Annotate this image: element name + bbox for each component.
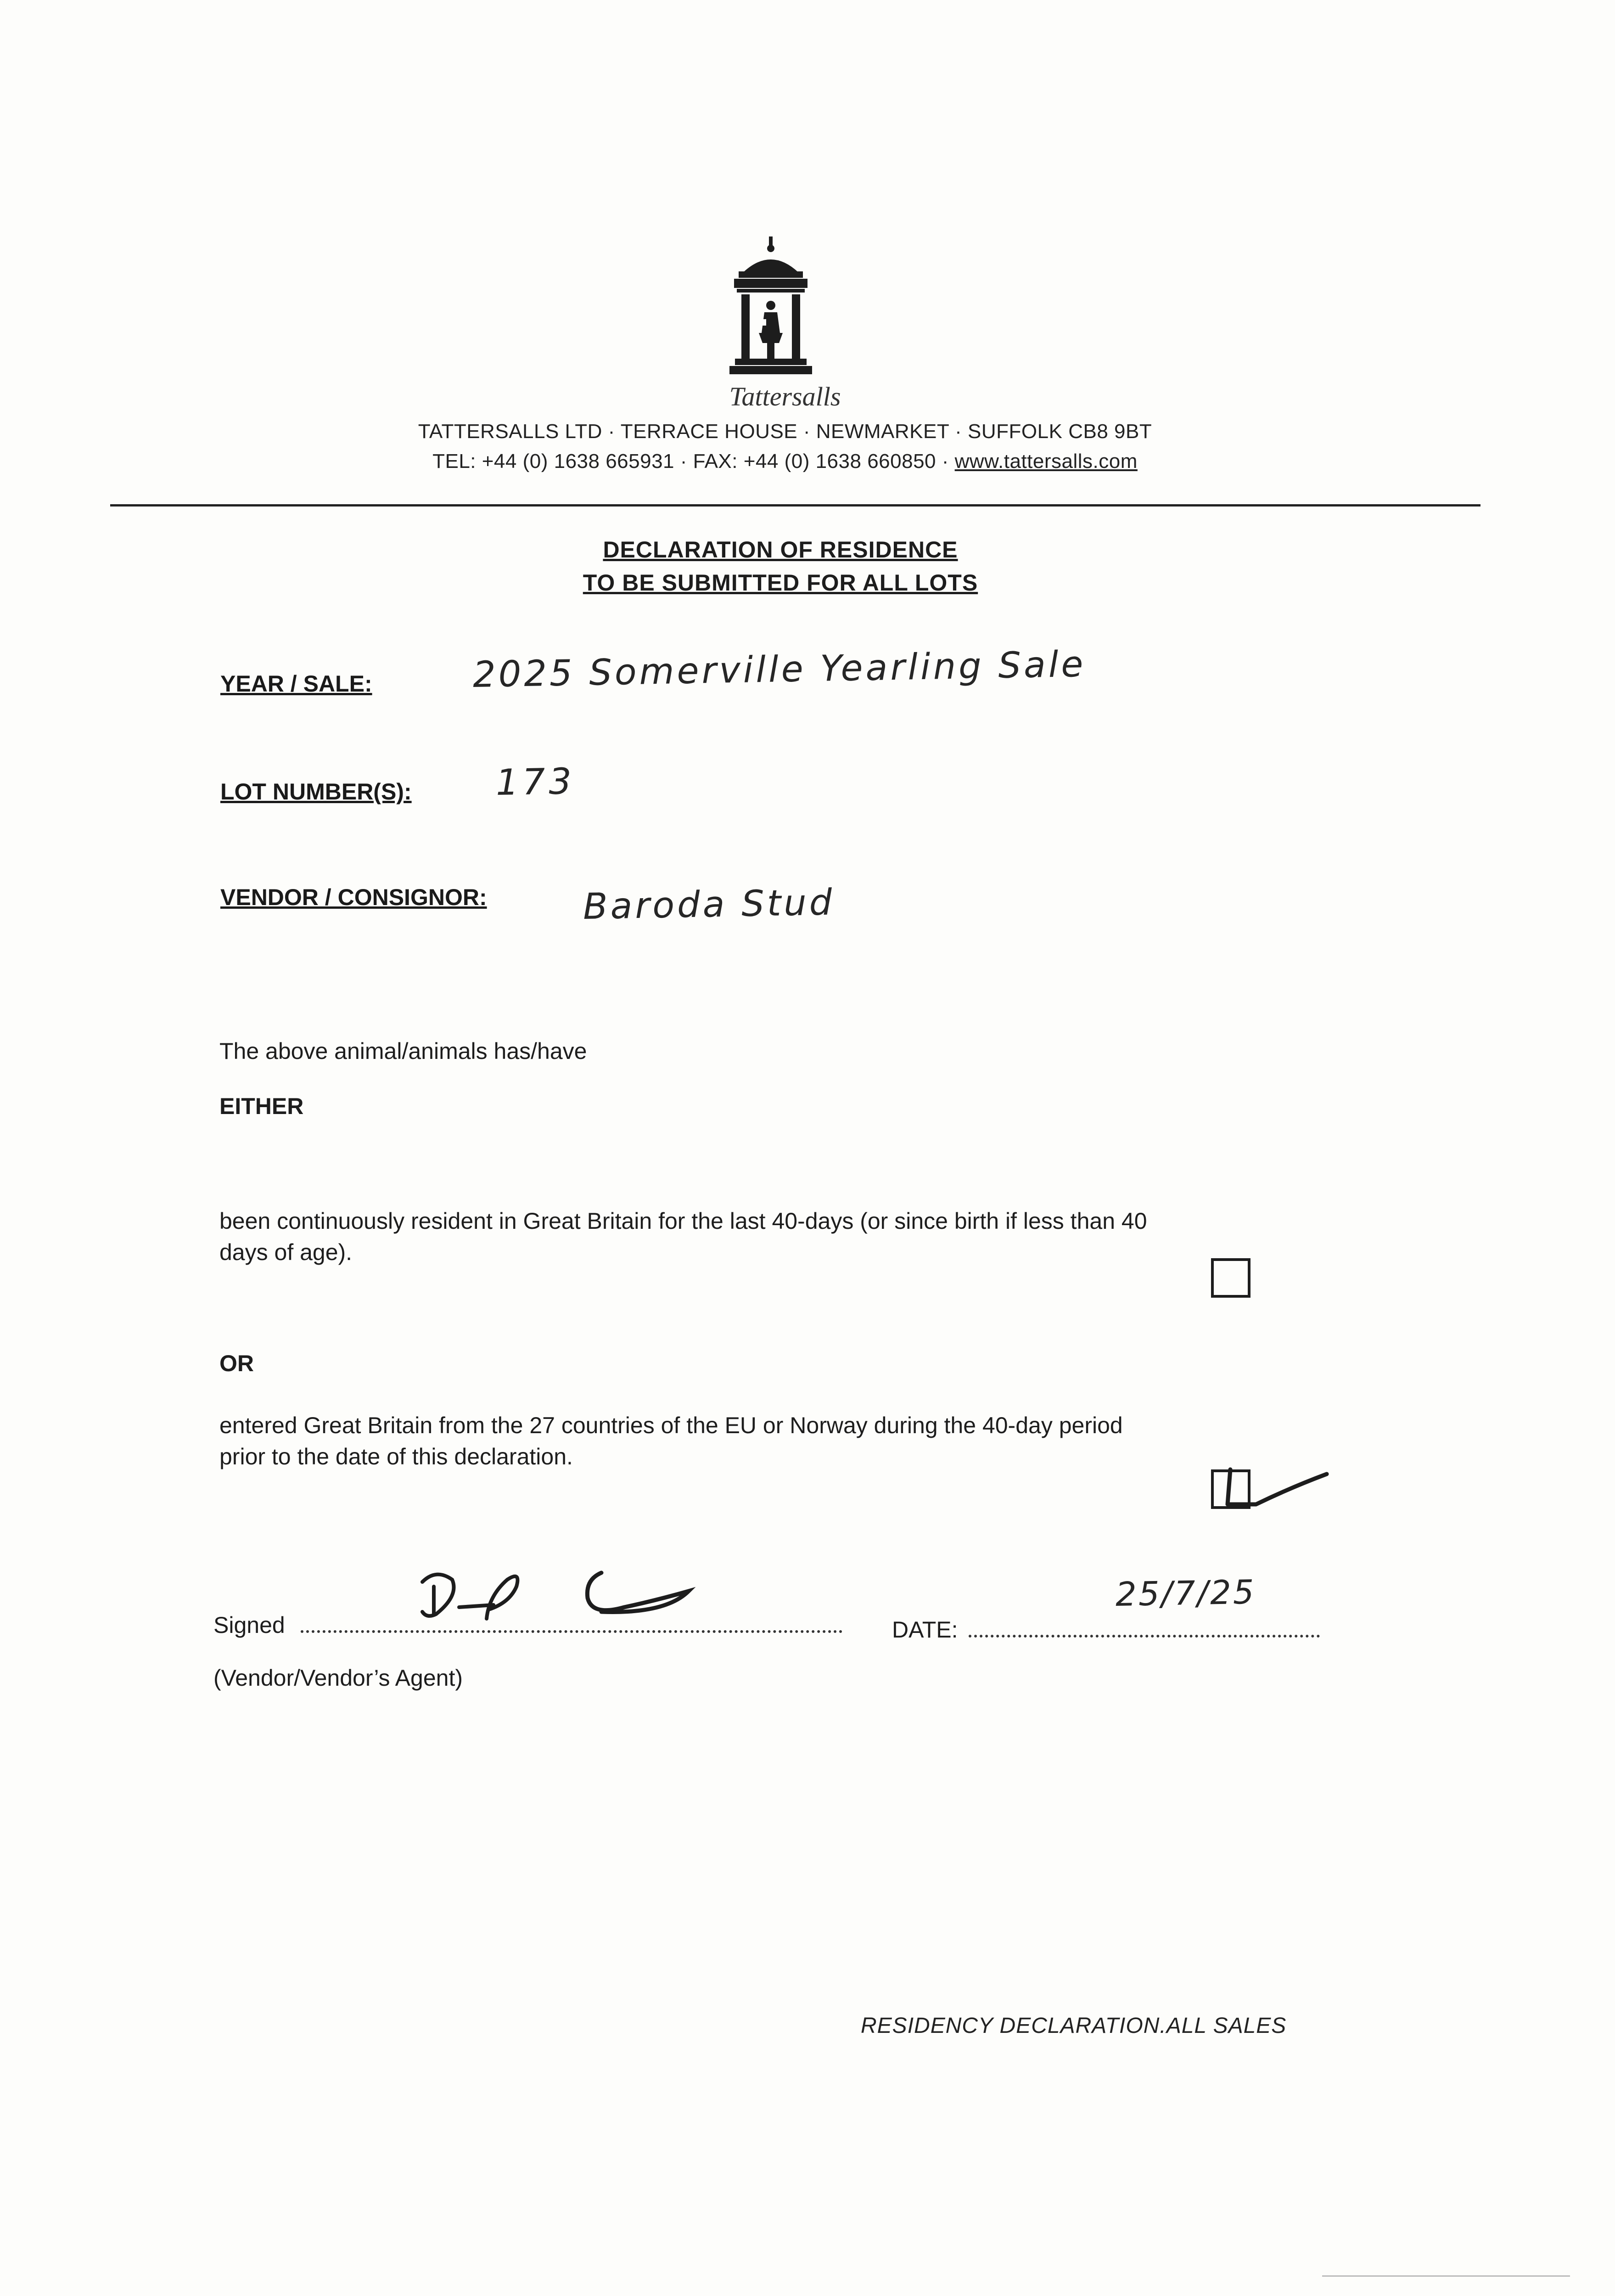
option-2-check-mark — [1212, 1460, 1331, 1520]
scan-edge-line — [1322, 2275, 1570, 2277]
brand-name: Tattersalls — [729, 382, 841, 411]
option-2-text-line2: prior to the date of this declaration. — [219, 1444, 573, 1469]
date-value[interactable]: 25/7/25 — [1115, 1572, 1256, 1614]
either-heading: EITHER — [219, 1093, 304, 1119]
lot-number-label: LOT NUMBER(S): — [220, 779, 412, 805]
date-line — [969, 1635, 1320, 1638]
address-line: TATTERSALLS LTD · TERRACE HOUSE · NEWMARKET · SUFFOLK CB8 9BT — [418, 420, 1152, 443]
contact-numbers: TEL: +44 (0) 1638 665931 · FAX: +44 (0) 1638 660850 · — [432, 450, 955, 473]
vendor-consignor-label: VENDOR / CONSIGNOR: — [220, 884, 487, 910]
year-sale-value[interactable]: 2025 Somerville Yearling Sale — [472, 643, 1087, 696]
or-heading: OR — [219, 1351, 254, 1376]
tattersalls-logo — [725, 236, 817, 379]
header-rule — [110, 504, 1480, 506]
year-sale-label: YEAR / SALE: — [220, 671, 372, 697]
lot-number-value[interactable]: 173 — [495, 760, 576, 804]
option-1-text-line1: been continuously resident in Great Britain for the last 40-days (or since birth if less than 40 — [219, 1208, 1147, 1234]
form-title: DECLARATION OF RESIDENCE — [603, 537, 958, 563]
signer-role: (Vendor/Vendor’s Agent) — [213, 1665, 463, 1691]
option-1-checkbox[interactable] — [1211, 1258, 1251, 1298]
vendor-consignor-value[interactable]: Baroda Stud — [583, 882, 835, 928]
signature — [409, 1559, 702, 1632]
form-reference-footer: RESIDENCY DECLARATION.ALL SALES — [861, 2014, 1287, 2038]
date-label: DATE: — [892, 1617, 958, 1643]
option-2-text-line1: entered Great Britain from the 27 countries of the EU or Norway during the 40-day period — [219, 1412, 1123, 1438]
form-subtitle: TO BE SUBMITTED FOR ALL LOTS — [583, 570, 978, 596]
website-link[interactable]: www.tattersalls.com — [954, 450, 1138, 473]
signed-label: Signed — [213, 1612, 285, 1638]
option-1-text-line2: days of age). — [219, 1239, 353, 1265]
contact-line — [0, 450, 1570, 473]
intro-text: The above animal/animals has/have — [219, 1038, 587, 1064]
